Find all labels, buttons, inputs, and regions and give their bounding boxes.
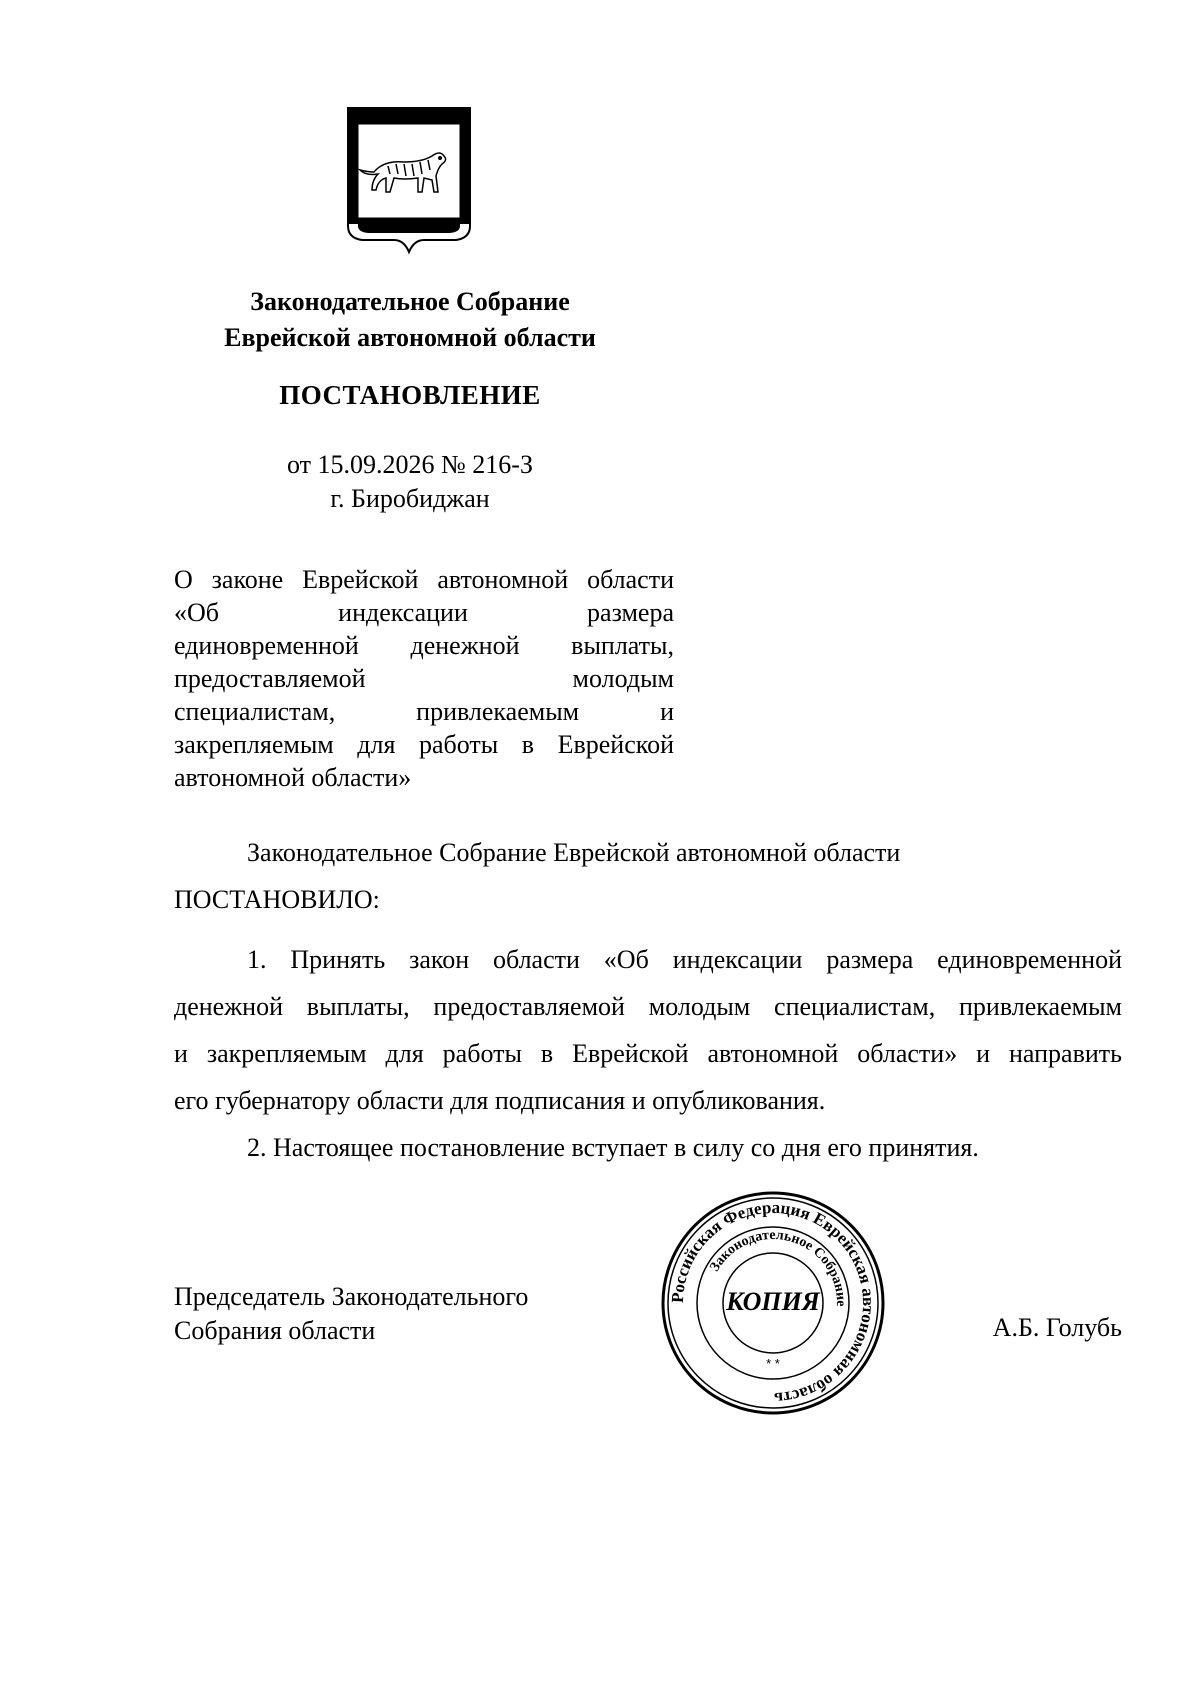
signer-name: А.Б. Голубь	[992, 1313, 1122, 1342]
city: г. Биробиджан	[330, 484, 490, 513]
preamble: Законодательное Собрание Еврейской автономной области	[247, 838, 901, 867]
official-seal	[660, 1190, 886, 1416]
item-line: 1. Принять закон области «Об индексации размера единовременной	[247, 945, 1122, 974]
item-line: и закрепляемым для работы в Еврейской автономной области» и направить	[174, 1039, 1122, 1068]
signer-position	[174, 1280, 528, 1348]
subject-line: предоставляемой молодым	[174, 664, 674, 693]
subject-line: автономной области»	[174, 763, 412, 792]
seal-outer-text: Российская Федерация Еврейская автономная область	[667, 1197, 879, 1409]
seal-inner-text: Законодательное Собрание	[707, 1227, 849, 1307]
subject-line: «Об индексации размера	[174, 598, 674, 627]
item-line: 2. Настоящее постановление вступает в силу со дня его принятия.	[247, 1133, 979, 1162]
seal-stars: * *	[766, 1356, 780, 1371]
organization-name	[150, 284, 670, 356]
seal-center-text: КОПИЯ	[726, 1287, 820, 1316]
document-type: ПОСТАНОВЛЕНИЕ	[279, 380, 541, 410]
subject-line: единовременной денежной выплаты,	[174, 631, 674, 660]
subject-line: специалистам, привлекаемым и	[174, 697, 674, 726]
signer-position-line1: Председатель Законодательного	[174, 1282, 529, 1311]
subject-line: закрепляемым для работы в Еврейской	[174, 730, 674, 759]
subject-line: О законе Еврейской автономной области	[174, 565, 674, 594]
resolution-item-2	[247, 1124, 1122, 1171]
seal-stamp-icon	[660, 1190, 886, 1416]
organization-name-line2: Еврейской автономной области	[224, 323, 596, 352]
resolution-item-1	[174, 936, 1122, 1124]
item-line: денежной выплаты, предоставляемой молодым специалистам, привлекаемым	[174, 992, 1122, 1021]
signer-position-line2: Собрания области	[174, 1316, 376, 1345]
document-subject	[174, 563, 674, 794]
tiger-coat-of-arms-icon	[344, 106, 474, 256]
document-meta	[150, 448, 670, 516]
item-line: его губернатору области для подписания и опубликования.	[174, 1086, 826, 1115]
date-number: от 15.09.2026 № 216-З	[286, 450, 533, 479]
organization-name-line1: Законодательное Собрание	[250, 287, 570, 316]
decided-heading: ПОСТАНОВИЛО:	[174, 885, 380, 914]
coat-of-arms-emblem	[344, 106, 474, 256]
